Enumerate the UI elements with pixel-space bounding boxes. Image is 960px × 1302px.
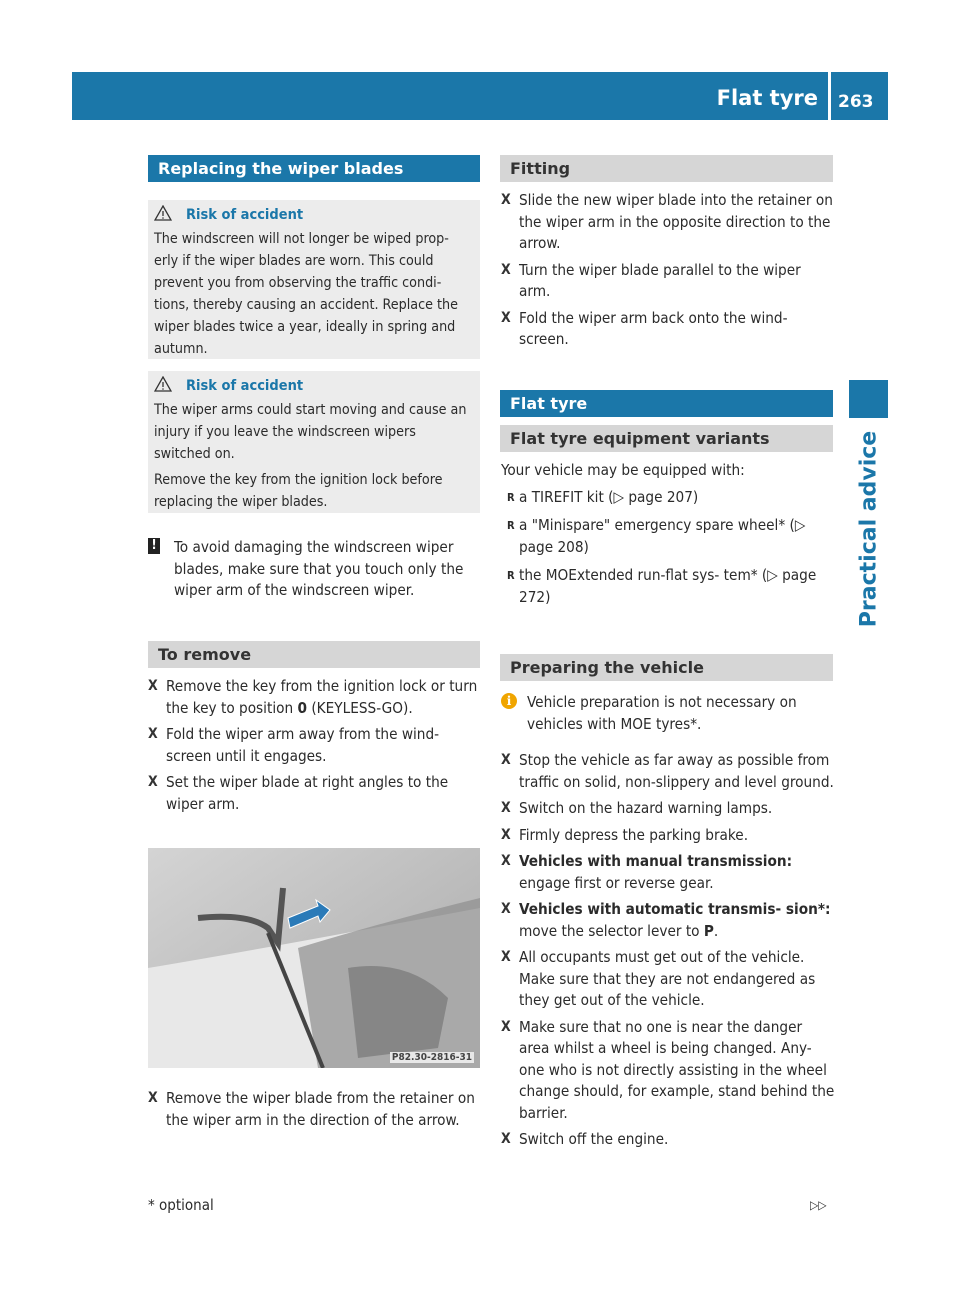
header-title: Flat tyre	[716, 86, 818, 110]
step-item: X Switch on the hazard warning lamps.	[501, 798, 836, 820]
warning-text: The windscreen will not longer be wiped prop- erly if the wiper blades are worn. This could prevent you from observing the traffic condi- tions, thereby causing an accident. Replace the wiper blades twice a year, ideally in spring and autumn.	[154, 231, 458, 357]
step-item: X Turn the wiper blade parallel to the wiper arm.	[501, 260, 801, 300]
info-icon: i	[501, 693, 517, 709]
step-arrow-icon: X	[148, 774, 158, 790]
remove-steps-2	[148, 1088, 480, 1136]
step-item: X Firmly depress the parking brake.	[501, 825, 836, 847]
continue-icon: ▷▷	[810, 1198, 827, 1212]
side-tab-marker	[849, 380, 888, 418]
step-arrow-icon: X	[501, 949, 511, 965]
warning-box-2	[148, 371, 480, 513]
step-arrow-icon: X	[501, 752, 511, 768]
subsection-title-preparing: Preparing the vehicle	[500, 654, 833, 681]
warning-title: Risk of accident	[186, 378, 304, 394]
list-item: R the MOExtended run-flat sys- tem* (▷ page 272)	[507, 566, 817, 606]
step-arrow-icon: X	[501, 826, 511, 843]
page-number: 263	[838, 92, 874, 112]
bullet-icon: R	[507, 490, 515, 504]
step-item: X Remove the wiper blade from the retainer on the wiper arm in the direction of the arrow.	[148, 1089, 475, 1129]
step-item: X Remove the key from the ignition lock or turn the key to position 0 (KEYLESS-GO).	[148, 677, 478, 717]
remove-steps	[148, 676, 480, 820]
step-item: X Fold the wiper arm away from the wind- screen until it engages.	[148, 725, 440, 765]
equipment-list	[501, 460, 836, 615]
list-item: R a "Minispare" emergency spare wheel* (▷ page 208)	[507, 516, 806, 556]
subsection-title-fitting: Fitting	[500, 155, 833, 182]
warning-box-1	[148, 200, 480, 359]
side-tab-label: Practical advice	[856, 430, 881, 628]
step-item: X Switch off the engine.	[501, 1129, 836, 1151]
step-arrow-icon: X	[148, 678, 158, 694]
step-item: X Make sure that no one is near the danger area whilst a wheel is being changed. Any- one who is not directly assisting in the wheel change should, for example, stand behind the barrier.	[501, 1017, 835, 1122]
step-arrow-icon: X	[501, 1131, 511, 1147]
step-arrow-icon: X	[501, 800, 511, 816]
step-arrow-icon: X	[501, 192, 511, 208]
step-item: X Fold the wiper arm back onto the wind- screen.	[501, 308, 788, 348]
section-title-replacing-wiper: Replacing the wiper blades	[148, 155, 480, 182]
step-item: X Vehicles with automatic transmis- sion*: move the selector lever to P.	[501, 900, 831, 940]
caution-icon: !	[148, 538, 160, 554]
subsection-title-to-remove: To remove	[148, 641, 480, 668]
bullet-icon: R	[507, 569, 515, 582]
warning-text-2: Remove the key from the ignition lock before replacing the wiper blades.	[154, 472, 443, 510]
step-arrow-icon: X	[148, 726, 158, 742]
step-item: X Stop the vehicle as far away as possible from traffic on solid, non-slippery and level ground.	[501, 751, 834, 791]
subsection-title-equipment: Flat tyre equipment variants	[500, 425, 833, 452]
photo-code: P82.30-2816-31	[391, 1052, 472, 1063]
step-arrow-icon: X	[501, 309, 511, 326]
header-separator	[828, 72, 831, 120]
bullet-icon: R	[507, 519, 515, 532]
footer-optional: * optional	[148, 1196, 214, 1214]
fitting-steps	[501, 190, 836, 356]
step-arrow-icon: X	[501, 853, 511, 869]
warning-title: Risk of accident	[186, 207, 304, 223]
wiper-photo	[148, 848, 480, 1068]
step-arrow-icon: X	[501, 901, 511, 917]
step-arrow-icon: X	[148, 1090, 158, 1106]
list-item: R a TIREFIT kit (▷ page 207)	[501, 487, 836, 509]
step-item: X Set the wiper blade at right angles to the wiper arm.	[148, 773, 449, 813]
section-title-flat-tyre: Flat tyre	[500, 390, 833, 417]
warning-triangle-icon	[154, 205, 172, 221]
preparing-steps	[501, 750, 836, 1156]
step-arrow-icon: X	[501, 261, 511, 278]
equipment-intro: Your vehicle may be equipped with:	[501, 461, 745, 479]
caution-note: ! To avoid damaging the windscreen wiper blades, make sure that you touch only the wiper arm of the windscreen wiper.	[148, 537, 483, 602]
warning-triangle-icon	[154, 376, 172, 392]
step-item: X Slide the new wiper blade into the retainer on the wiper arm in the opposite direction to the arrow.	[501, 191, 833, 252]
step-item: X All occupants must get out of the vehicle. Make sure that they are not endangered as they get out of the vehicle.	[501, 948, 816, 1009]
warning-text-1: The wiper arms could start moving and cause an injury if you leave the windscreen wipers switched on.	[154, 402, 467, 462]
preparing-info: i Vehicle preparation is not necessary on vehicles with MOE tyres*.	[501, 692, 836, 735]
step-item: X Vehicles with manual transmission: engage first or reverse gear.	[501, 852, 793, 892]
step-arrow-icon: X	[501, 1018, 511, 1035]
